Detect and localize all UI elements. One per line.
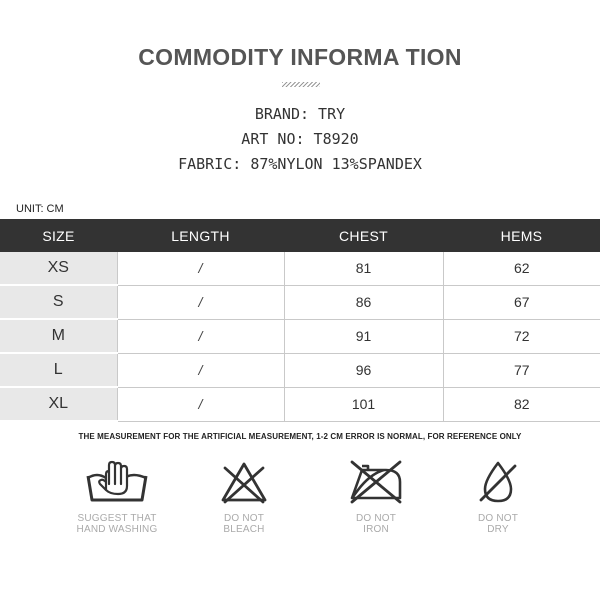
size-cell: M (0, 319, 117, 353)
size-cell: S (0, 285, 117, 319)
measurement-note: THE MEASUREMENT FOR THE ARTIFICIAL MEASUREMENT, 1-2 CM ERROR IS NORMAL, FOR REFERENCE ONLY (78, 432, 522, 441)
do-not-bleach-icon (219, 460, 269, 504)
length-cell: / (117, 387, 284, 421)
do-not-iron-icon (348, 460, 404, 504)
fabric-line: FABRIC: 87%NYLON 13%SPANDEX (178, 155, 422, 173)
size-cell: XS (0, 252, 117, 285)
care-label: DO NOT (355, 513, 397, 524)
table-row (0, 252, 600, 285)
table-row (0, 387, 600, 421)
table-row (0, 285, 600, 319)
care-label: DO NOT (223, 513, 265, 524)
hand-wash-icon (82, 460, 152, 504)
hems-cell: 62 (443, 252, 600, 285)
do-not-dry-icon (473, 460, 523, 504)
table-row (0, 353, 600, 387)
header-length: LENGTH (117, 219, 284, 252)
hems-cell: 67 (443, 285, 600, 319)
brand-line: BRAND: TRY (254, 105, 346, 123)
size-cell: L (0, 353, 117, 387)
chest-cell: 86 (284, 285, 443, 319)
care-label: BLEACH (223, 524, 265, 535)
title-divider (282, 82, 320, 87)
size-table (0, 219, 600, 422)
care-item-dry (443, 460, 553, 535)
art-no-line: ART NO: T8920 (241, 130, 359, 148)
hems-cell: 72 (443, 319, 600, 353)
care-item-hand-wash (62, 460, 172, 535)
care-item-bleach (189, 460, 299, 535)
page-title: COMMODITY INFORMA TION (138, 44, 462, 70)
header-chest: CHEST (284, 219, 443, 252)
care-item-iron (321, 460, 431, 535)
hems-cell: 77 (443, 353, 600, 387)
care-label: DO NOT (477, 513, 519, 524)
hems-cell: 82 (443, 387, 600, 421)
care-label: HAND WASHING (76, 524, 158, 535)
length-cell: / (117, 353, 284, 387)
length-cell: / (117, 252, 284, 285)
unit-label: UNIT: CM (16, 203, 64, 215)
header-size: SIZE (0, 219, 117, 252)
care-label: SUGGEST THAT (77, 513, 157, 524)
table-row (0, 319, 600, 353)
care-label: DRY (487, 524, 509, 535)
header-hems: HEMS (443, 219, 600, 252)
care-label: IRON (363, 524, 389, 535)
chest-cell: 101 (284, 387, 443, 421)
length-cell: / (117, 319, 284, 353)
chest-cell: 91 (284, 319, 443, 353)
chest-cell: 81 (284, 252, 443, 285)
size-cell: XL (0, 387, 117, 421)
length-cell: / (117, 285, 284, 319)
chest-cell: 96 (284, 353, 443, 387)
table-header-row (0, 219, 600, 252)
